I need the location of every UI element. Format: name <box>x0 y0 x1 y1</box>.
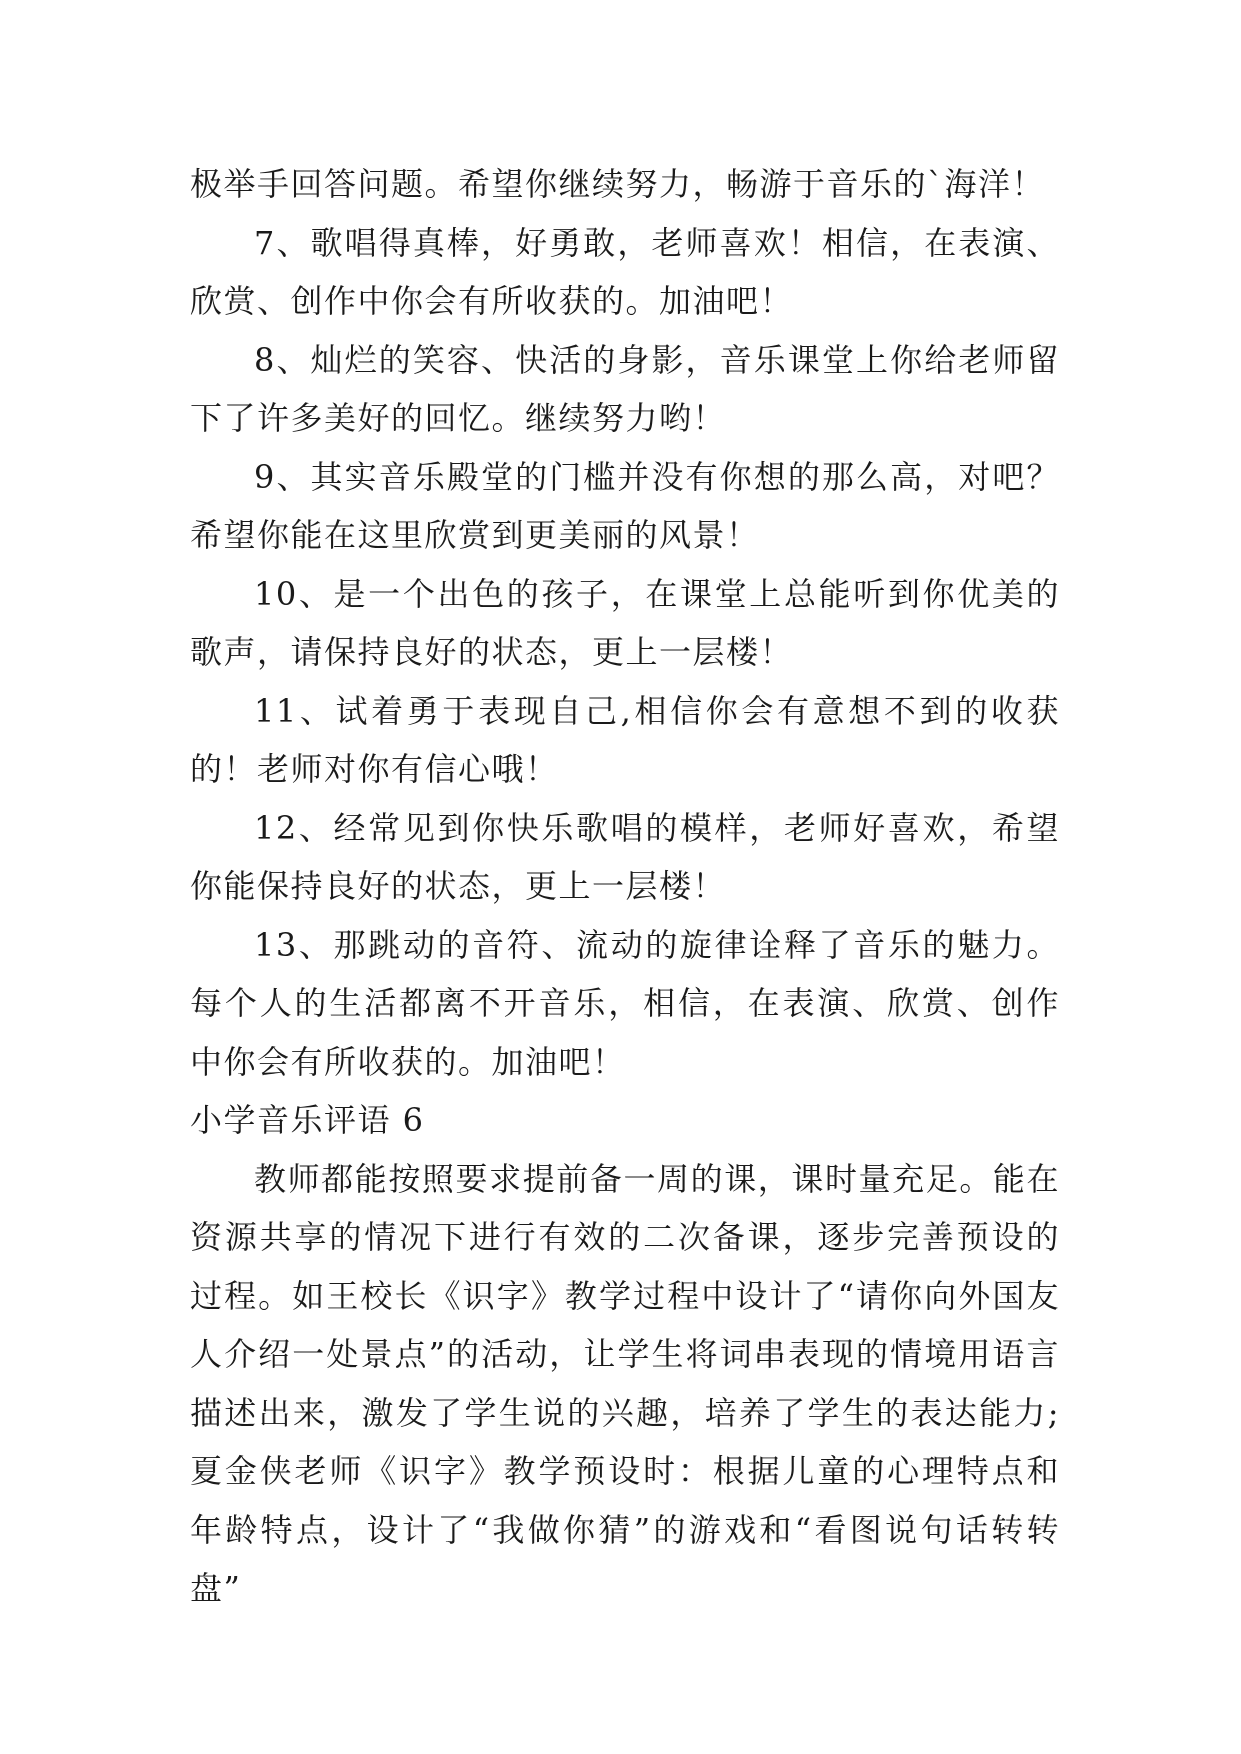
paragraph-item-10: 10、是一个出色的孩子，在课堂上总能听到你优美的歌声，请保持良好的状态，更上一层楼！ <box>190 574 1060 671</box>
paragraph-item-12: 12、经常见到你快乐歌唱的模样，老师好喜欢，希望你能保持良好的状态，更上一层楼！ <box>190 808 1060 905</box>
paragraph-item-11: 11、试着勇于表现自己,相信你会有意想不到的收获的！老师对你有信心哦！ <box>190 691 1060 788</box>
paragraph-item-9: 9、其实音乐殿堂的门槛并没有你想的那么高，对吧？希望你能在这里欣赏到更美丽的风景！ <box>190 457 1060 554</box>
paragraph-item-7: 7、歌唱得真棒，好勇敢，老师喜欢！相信，在表演、欣赏、创作中你会有所收获的。加油吧！ <box>190 223 1060 320</box>
section-heading: 小学音乐评语 6 <box>190 1101 425 1139</box>
paragraph-item-8: 8、灿烂的笑容、快活的身影，音乐课堂上你给老师留下了许多美好的回忆。继续努力哟！ <box>190 340 1060 437</box>
paragraph-continuation: 极举手回答问题。希望你继续努力，畅游于音乐的`海洋！ <box>190 165 1046 203</box>
document-page <box>190 155 1060 1618</box>
paragraph-item-13: 13、那跳动的音符、流动的旋律诠释了音乐的魅力。每个人的生活都离不开音乐，相信，在表演、欣赏、创作中你会有所收获的。加油吧！ <box>190 925 1060 1081</box>
body-paragraph: 教师都能按照要求提前备一周的课，课时量充足。能在资源共享的情况下进行有效的二次备课，逐步完善预设的过程。如王校长《识字》教学过程中设计了“请你向外国友人介绍一处景点”的活动，让学生将词串表现的情境用语言描述出来，激发了学生说的兴趣，培养了学生的表达能力;夏金侠老师《识字》教学预设时：根据儿童的心理特点和年龄特点，设计了“我做你猜”的游戏和“看图说句话转转盘” <box>190 1159 1060 1607</box>
